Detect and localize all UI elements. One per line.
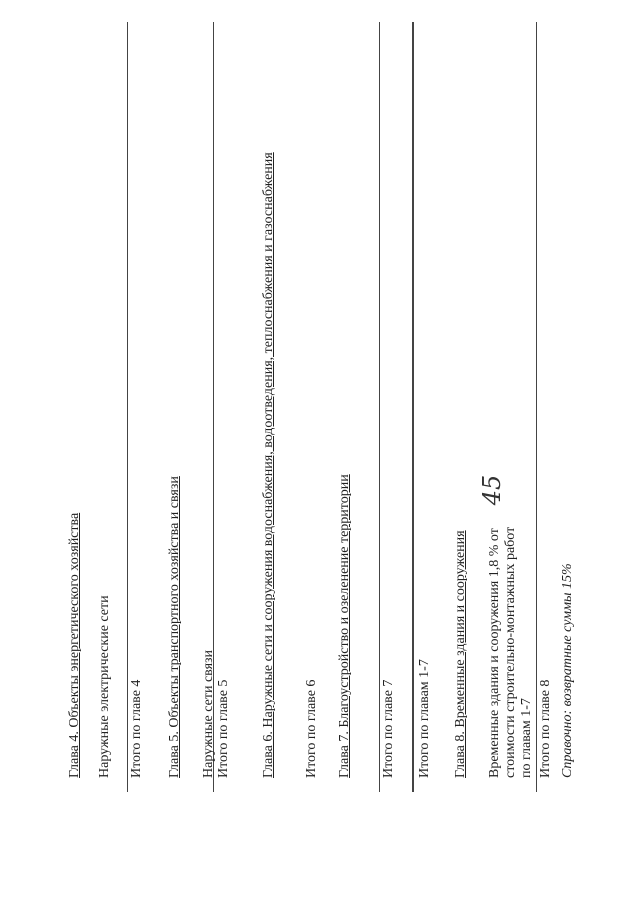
chapter-8-item-line: Временные здания и сооружения 1,8 % от [487, 528, 502, 778]
chapter-5-item: Наружные сети связи [201, 649, 216, 778]
chapter-5-total: Итого по главе 5 [216, 679, 231, 778]
chapters-1-7-total: Итого по главам 1-7 [417, 659, 432, 778]
chapter-8-heading: Глава 8. Временные здания и сооружения [453, 530, 468, 778]
chapter-4-total: Итого по главе 4 [129, 679, 144, 778]
chapter-6-total: Итого по главе 6 [304, 679, 319, 778]
reference-note: Справочно: возвратные суммы 15% [560, 563, 575, 778]
chapter-8-item-line: стоимости строительно-монтажных работ [503, 526, 518, 778]
table-rule [379, 22, 380, 792]
chapter-8-item-line: по главам 1-7 [519, 698, 534, 778]
chapter-4-heading: Глава 4. Объекты энергетического хозяйства [67, 512, 82, 778]
table-rule [536, 22, 537, 792]
table-rule [127, 22, 128, 792]
page-number: 45 [478, 474, 506, 506]
chapter-8-total: Итого по главе 8 [538, 679, 553, 778]
chapter-6-heading: Глава 6. Наружные сети и сооружения водоснабжения, водоотведения, теплоснабжения и газоснабжения [261, 152, 276, 778]
table-rule [412, 22, 414, 792]
chapter-7-total: Итого по главе 7 [381, 679, 396, 778]
chapter-5-heading: Глава 5. Объекты транспортного хозяйства и связи [167, 476, 182, 778]
chapter-7-heading: Глава 7. Благоустройство и озеленение территории [337, 474, 352, 778]
chapter-4-item: Наружные электрические сети [97, 595, 112, 778]
chapter-8-item [487, 527, 535, 778]
